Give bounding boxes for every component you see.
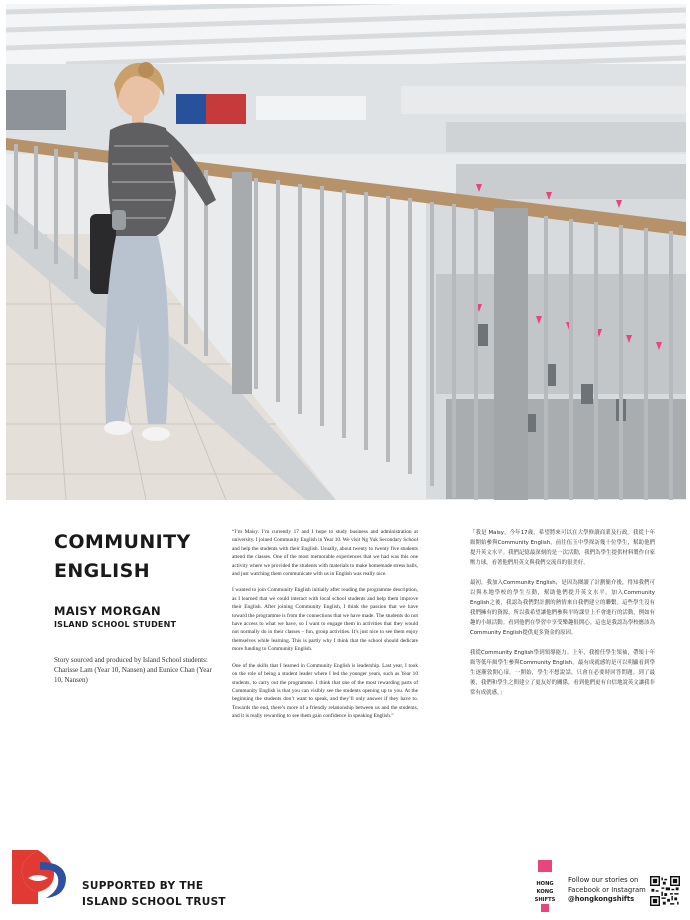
hero-illustration <box>6 4 686 500</box>
follow-line-1: Follow our stories on <box>568 876 639 884</box>
hks-word-hong: HONG <box>536 881 554 887</box>
author-name: MAISY MORGAN <box>54 604 161 618</box>
story-credit: Story sourced and produced by Island School students: Charisse Lam (Year 10, Nansen) and Eunice Chan (Year 10, Nansen) <box>54 656 212 684</box>
english-paragraph: “I’m Maisy. I’m currently 17 and I hope to study business and administration at university. I joined Community English in Year 10. We visit Ng Yuk Secondary School and help the students with their English. Usually, about twenty to twenty five students attend the classes. One of the most memorable experiences that we had was this one activity where we provided the students with materials to make homemade stress balls, and just watching them communicate with us in English was really nice. <box>232 529 418 578</box>
follow-line-2: Facebook or Instagram <box>568 885 646 894</box>
chinese-paragraph: 我從Community English學到領導能力。上年，我擔任學生領袖，帶領十年級等低年級學生參與Community English。最有成就感的是可以明顯看到學生逐漸敦開心扉。一開始，學生不想說話，只會在必要時回答問題。到了最後，我們和學生之間建立了更友好的關係，看到他們更有自信地說英文讓我非常有成就感。」 <box>470 650 655 696</box>
supported-line-2: ISLAND SCHOOL TRUST <box>82 896 226 908</box>
chinese-paragraph: 最初，我加入Community English，是因為閱讀了計劃簡介後，得知我們可以與本地學校的學生互動，幫助他們提升英文水平。加入Community English之後，我認為我們對計劃的熱情來自我們建立的聯繫。這些學生沒有我們擁有的資源，所以我希望讓他們參與平時課堂上不會進行的活動，例如有趣的小組活動。看到他們在學習中享受樂趣很開心。這也是我認為學校應該為Community English提供更多資金的原因。 <box>470 580 655 636</box>
hks-word-shifts: SHIFTS <box>534 897 556 903</box>
supported-line-1: SUPPORTED BY THE <box>82 880 204 892</box>
article-title <box>54 528 214 586</box>
hks-word-kong: KONG <box>536 889 554 895</box>
english-story <box>232 528 418 729</box>
hong-kong-shifts-wordmark <box>530 880 560 904</box>
chinese-story <box>470 528 655 708</box>
hero-photo <box>6 4 686 500</box>
author-role: ISLAND SCHOOL STUDENT <box>54 620 177 629</box>
social-handle-link[interactable]: @hongkongshifts <box>568 895 635 903</box>
title-line-2: ENGLISH <box>54 560 151 582</box>
qr-code-icon[interactable] <box>650 876 680 906</box>
english-paragraph: I wanted to join Community English initially after reading the programme description, as I learned that we could interact with local school students and help them improve their English. After joining Community English, I think the passion that we have toward the programme is from the connections that we have made. The students do not have access to what we have, so I want to engage them in activities that they would not normally do in their classes – fun, group activities. It’s just nice to see them enjoy themselves while learning. This is partly why I think that the school should dedicate more funding to Community English. <box>232 587 418 653</box>
article-header <box>54 528 214 685</box>
social-follow <box>568 876 648 905</box>
english-paragraph: One of the skills that I learned in Community English is leadership. Last year, I took on the role of being a student leader where I led the younger years, such as Year 10 students, to carry out the programme. I think that one of the most rewarding parts of Community English is that you can visibly see the students opening up to you. At the beginning the students don’t want to speak, and they’ll only answer if they have to. Towards the end, there’s more of a friendly relationship between us and the students, and it is really rewarding to see them gain confidence in speaking English.” <box>232 662 418 720</box>
chinese-paragraph: 「我是 Maisy，今年17歲，希望將來可以在大學修讀商業及行政。我從十年級開始參與Community English，前往伍玉中學探訪幾十位學生，幫助他們提升英文水平。我們記憶最深刻的是一次活動，我們為學生提供材料製作自家壓力球，看著他們用英文與我們交流真的很美好。 <box>470 530 655 566</box>
supported-by <box>82 878 226 910</box>
island-school-trust-logo <box>8 844 68 910</box>
title-line-1: COMMUNITY <box>54 531 191 553</box>
